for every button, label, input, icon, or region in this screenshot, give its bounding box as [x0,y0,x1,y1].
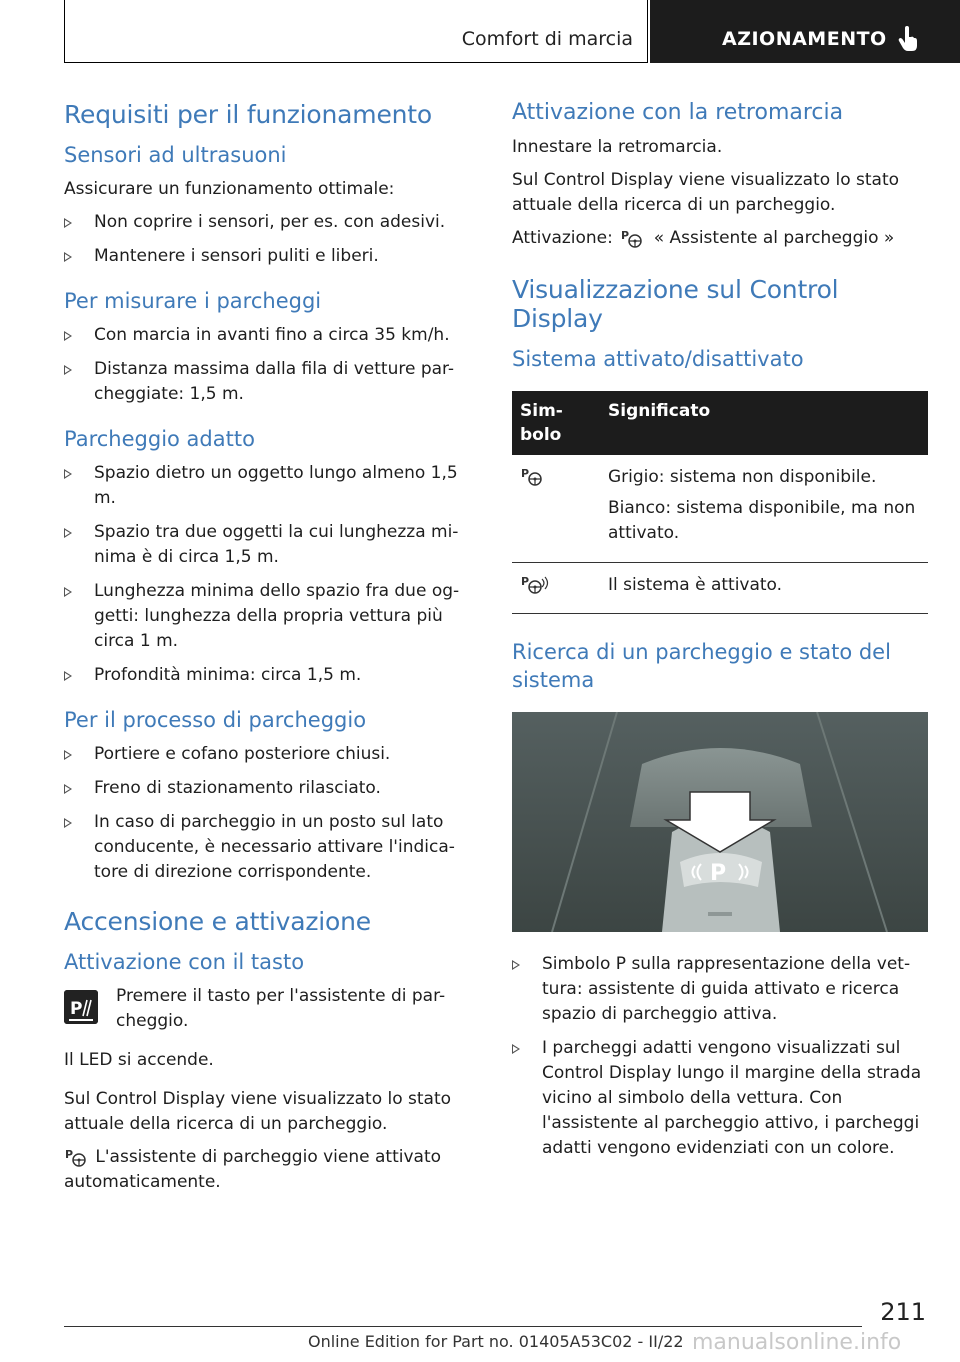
measure-list [64,323,478,407]
activation-title: Accensione e attivazione [64,907,371,936]
bullet-triangle-icon [64,218,72,228]
park-assist-icon [618,227,648,249]
bullet-triangle-icon [64,784,72,794]
list-item: Con marcia in avanti fino a circa 35 km/h. [64,323,478,348]
reverse-activation: Attivazione: P « Assistente al parcheggio » [512,228,895,248]
control-display-text: Sul Control Display viene visualizzato lo stato attuale della ricerca di un parcheggio. [64,1089,452,1134]
page-number: 211 [880,1298,926,1326]
sensors-intro: Assicurare un funzionamento ottimale: [64,179,395,199]
requirements-title: Requisiti per il funzionamento [64,100,432,129]
reverse-text-1: Innestare la retromarcia. [512,137,723,157]
svg-text:P: P [521,575,530,588]
header-chapter-box [650,0,960,63]
svg-text:P: P [70,999,83,1019]
auto-activation-text: P L'assistente di parcheggio viene attivato automaticamente. [64,1147,442,1192]
table-row [512,455,928,563]
left-column [64,100,478,1203]
reverse-text-2: Sul Control Display viene visualizzato lo stato attuale della ricerca di un parcheggio. [512,170,900,215]
bullet-triangle-icon [64,818,72,828]
search-list [512,952,928,1161]
list-item: Profondità minima: circa 1,5 m. [64,663,478,688]
park-assist-active-icon [520,573,550,595]
button-activation-heading: Attivazione con il tasto [64,950,305,974]
symbol-column-header: Sim-bolo [512,391,600,455]
footer-divider [64,1326,862,1327]
sensors-list [64,210,478,269]
park-assist-button-icon [64,990,98,1024]
park-assist-icon [64,1146,90,1168]
bullet-triangle-icon [64,671,72,681]
list-item: Non coprire i sensori, per es. con adesivi. [64,210,478,235]
meaning-cell: Grigio: sistema non disponibile. Bianco: sistema disponibile, ma non attivato. [600,455,928,563]
suitable-list [64,461,478,688]
car-display-illustration [512,712,928,932]
list-item: Spazio dietro un oggetto lungo almeno 1,5 m. [64,461,478,511]
table-row [512,563,928,614]
parking-search-figure [512,712,928,932]
bullet-triangle-icon [64,252,72,262]
reverse-heading: Attivazione con la retromarcia [512,100,844,125]
header-section-box [64,0,648,63]
list-item: Mantenere i sensori puliti e liberi. [64,244,478,269]
list-item: In caso di parcheggio in un posto sul lato conducente, è necessario attivare l'indica-tore di direzione corrispondente. [64,810,478,885]
process-list [64,742,478,885]
state-heading: Sistema attivato/disattivato [512,347,804,371]
bullet-triangle-icon [64,365,72,375]
measure-heading: Per misurare i parcheggi [64,289,322,313]
bullet-triangle-icon [64,587,72,597]
svg-text:P: P [65,1148,74,1161]
symbol-cell [512,563,600,614]
symbol-cell [512,455,600,563]
park-button-instruction [64,984,478,1034]
bullet-triangle-icon [64,528,72,538]
watermark: manualsonline.info [692,1330,902,1355]
bullet-triangle-icon [64,750,72,760]
list-item: Spazio tra due oggetti la cui lunghezza mi-nima è di circa 1,5 m. [64,520,478,570]
process-heading: Per il processo di parcheggio [64,708,367,732]
hand-pointer-icon [898,26,918,52]
table-header-row [512,391,928,455]
meaning-cell: Il sistema è attivato. [600,563,928,614]
sensors-heading: Sensori ad ultrasuoni [64,143,287,167]
meaning-column-header: Significato [600,391,928,455]
park-button-text: Premere il tasto per l'assistente di par-cheggio. [116,986,446,1031]
svg-text:P: P [710,861,727,886]
bullet-triangle-icon [64,469,72,479]
park-assist-icon [520,465,546,487]
list-item: Portiere e cofano posteriore chiusi. [64,742,478,767]
bullet-triangle-icon [64,331,72,341]
bullet-triangle-icon [512,1044,520,1054]
symbol-table [512,391,928,614]
right-column [512,100,928,1170]
list-item: Distanza massima dalla fila di vetture par-cheggiate: 1,5 m. [64,357,478,407]
svg-text:P: P [521,467,530,480]
search-heading: Ricerca di un parcheggio e stato del sistema [512,640,891,692]
edition-text: Online Edition for Part no. 01405A53C02 - II/22 [308,1332,684,1351]
bullet-triangle-icon [512,960,520,970]
list-item: I parcheggi adatti vengono visualizzati sul Control Display lungo il margine della strada vicino al simbolo della vettura. Con l'assistente al parcheggio attivo, i parcheggi adatti vengono evidenziati con un colore. [512,1036,928,1161]
list-item: Lunghezza minima dello spazio fra due og-getti: lunghezza della propria vettura più circa 1 m. [64,579,478,654]
header-section-title: Comfort di marcia [461,28,633,50]
suitable-heading: Parcheggio adatto [64,427,255,451]
list-item: Simbolo P sulla rappresentazione della vet-tura: assistente di guida attivato e ricerca spazio di parcheggio attiva. [512,952,928,1027]
svg-text:P: P [621,229,630,242]
header-chapter-title: AZIONAMENTO [722,28,887,50]
list-item: Freno di stazionamento rilasciato. [64,776,478,801]
led-text: Il LED si accende. [64,1050,214,1070]
control-display-title: Visualizzazione sul Control Display [512,275,839,333]
